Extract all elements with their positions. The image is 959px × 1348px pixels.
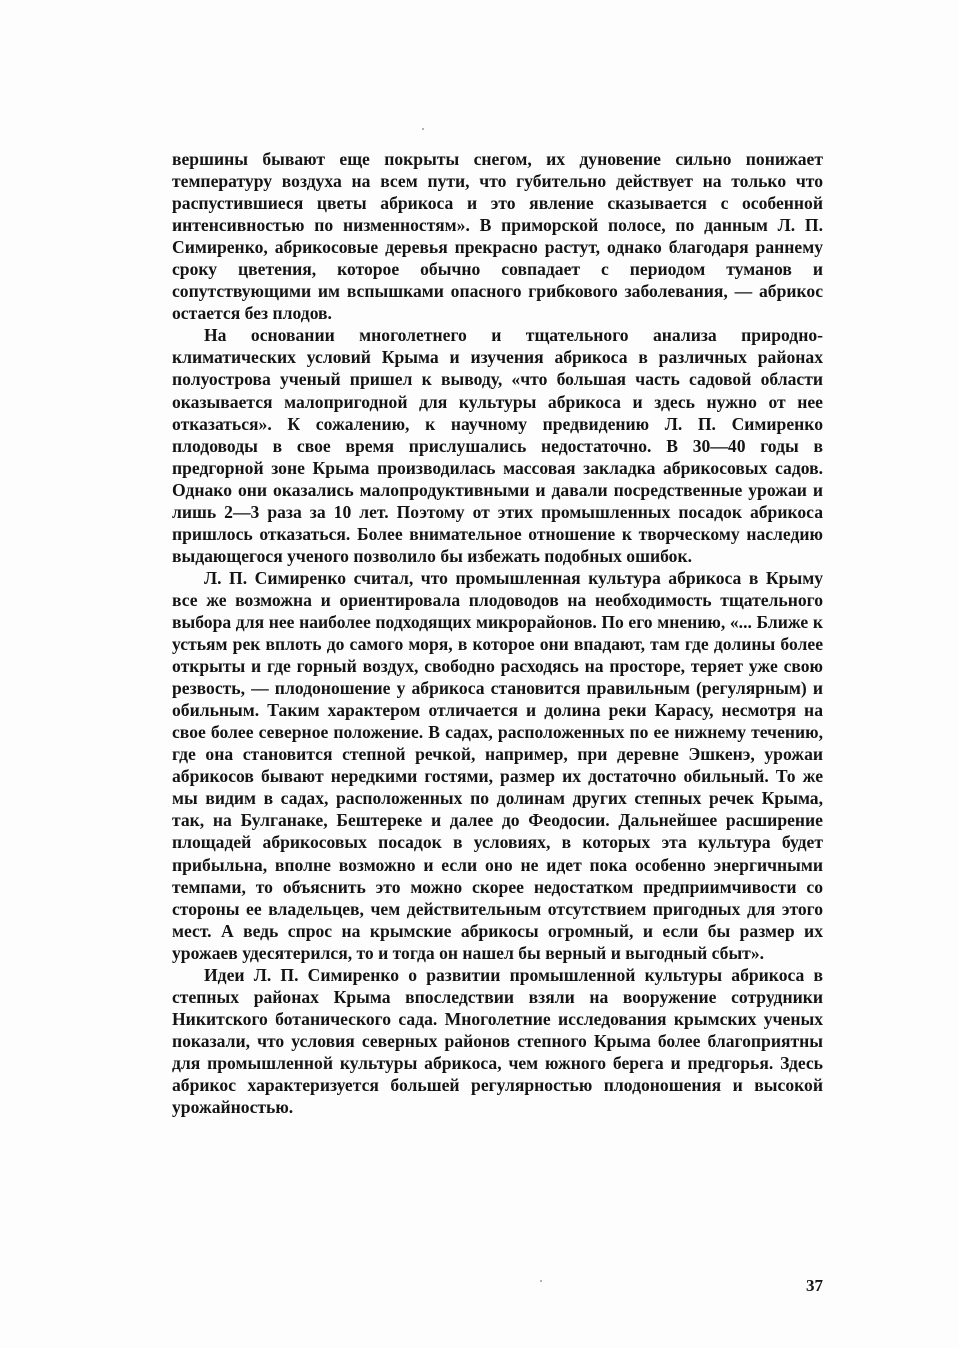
body-text <box>172 148 823 1118</box>
paragraph: На основании многолетнего и тщательного анализа природно-климатических условий Крыма и изучения абрикоса в различных районах полуострова ученый пришел к выводу, «что большая часть садовой области оказывается малопригодной для культуры абрикоса и здесь нужно от нее отказаться». К сожалению, к научному предвидению Л. П. Симиренко плодоводы в свое время прислушались недостаточно. В 30—40 годы в предгорной зоне Крыма производилась массовая закладка абрикосовых садов. Однако они оказались малопродуктивными и давали посредственные урожаи и лишь 2—3 раза за 10 лет. Поэтому от этих промышленных посадок абрикоса пришлось отказаться. Более внимательное отношение к творческому наследию выдающегося ученого позволило бы избежать подобных ошибок. <box>172 325 823 566</box>
paragraph: Л. П. Симиренко считал, что промышленная культура абрикоса в Крыму все же возможна и ориентировала плодоводов на необходимость тщательного выбора для нее наиболее подходящих микрорайонов. По его мнению, «... Ближе к устьям рек вплоть до самого моря, в которое они впадают, там где долины более открыты и где горный воздух, свободно расходясь на просторе, теряет уже свою резвость, — плодоношение у абрикоса становится правильным (регулярным) и обильным. Таким характером отличается и долина реки Карасу, несмотря на свое более северное положение. В садах, расположенных по ее нижнему течению, где она становится степной речкой, например, при деревне Эшкенэ, урожаи абрикосов бывают нередкими гостями, размер их достаточно обильный. То же мы видим в садах, расположенных по долинам других степных речек Крыма, так, на Булганаке, Бештереке и далее до Феодосии. Дальнейшее расширение площадей абрикосовых посадок в условиях, в которых эта культура будет прибыльна, вполне возможно и если оно не идет пока особенно энергичными темпами, то объяснить это можно скорее недостатком предприимчивости со стороны ее владельцев, чем действительным отсутствием пригодных для этого мест. А ведь спрос на крымские абрикосы огромный, и если бы размер их урожаев удесятерился, то и тогда он нашел бы верный и выгодный сбыт». <box>172 567 823 963</box>
page-number: 37 <box>806 1276 823 1295</box>
scan-speck <box>540 1280 542 1282</box>
scan-speck <box>422 128 424 130</box>
paragraph-continuation: вершины бывают еще покрыты снегом, их дуновение сильно понижает температуру воздуха на всем пути, что губительно действует на только что распустившиеся цветы абрикоса и это явление сказывается с особенной интенсивностью по низменностям». В приморской полосе, по данным Л. П. Симиренко, абрикосовые деревья прекрасно растут, однако благодаря раннему сроку цветения, которое обычно совпадает с периодом туманов и сопутствующими им вспышками опасного грибкового заболевания, — абрикос остается без плодов. <box>172 149 823 324</box>
paragraph: Идеи Л. П. Симиренко о развитии промышленной культуры абрикоса в степных районах Крыма впоследствии взяли на вооружение сотрудники Никитского ботанического сада. Многолетние исследования крымских ученых показали, что условия северных районов степного Крыма более благоприятны для промышленной культуры абрикоса, чем южного берега и предгорья. Здесь абрикос характеризуется большей регулярностью плодоношения и высокой урожайностью. <box>172 964 823 1118</box>
